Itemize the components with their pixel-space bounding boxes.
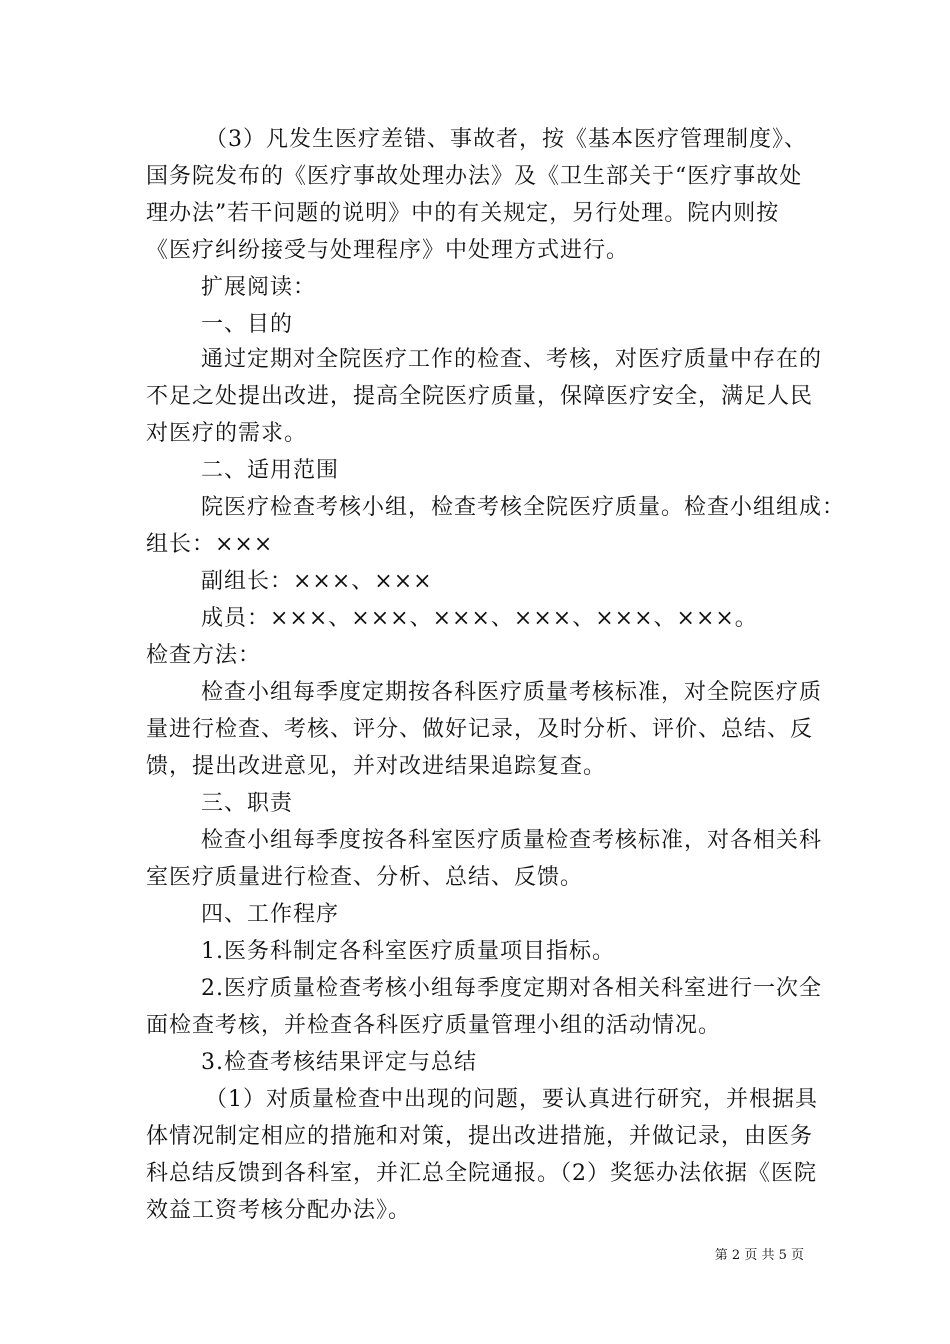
paragraph-line: 成员：×××、×××、×××、×××、×××、×××。 (201, 606, 758, 631)
paragraph-line: 效益工资考核分配办法》。 (146, 1198, 412, 1223)
list-item: 3.检查考核结果评定与总结 (201, 1050, 477, 1075)
section-heading: 三、职责 (201, 791, 294, 816)
paragraph-line: （3）凡发生医疗差错、事故者，按《基本医疗管理制度》、 (205, 127, 807, 152)
paragraph-line: 组长：××× (146, 532, 274, 557)
list-item: 面检查考核，并检查各科医疗质量管理小组的活动情况。 (146, 1013, 722, 1038)
list-item: 1.医务科制定各科室医疗质量项目指标。 (201, 939, 615, 964)
paragraph-line: 体情况制定相应的措施和对策，提出改进措施，并做记录，由医务 (146, 1124, 814, 1149)
section-heading: 四、工作程序 (201, 902, 340, 927)
paragraph-line: 国务院发布的《医疗事故处理办法》及《卫生部关于“医疗事故处 (146, 164, 803, 189)
paragraph-line: 不足之处提出改进，提高全院医疗质量，保障医疗安全，满足人民 (146, 384, 814, 409)
page-number: 第 2 页 共 5 页 (714, 1248, 804, 1263)
paragraph-line: 理办法”若干问题的说明》中的有关规定，另行处理。院内则按 (146, 201, 780, 226)
paragraph-line: 检查方法： (146, 643, 262, 668)
paragraph-line: 量进行检查、考核、评分、做好记录，及时分析、评价、总结、反 (146, 717, 814, 742)
paragraph-line: 馈，提出改进意见，并对改进结果追踪复查。 (146, 754, 607, 779)
section-heading: 一、目的 (201, 312, 294, 337)
paragraph-line: 院医疗检查考核小组，检查考核全院医疗质量。检查小组组成： (201, 495, 846, 520)
paragraph-line: 室医疗质量进行检查、分析、总结、反馈。 (146, 865, 584, 890)
paragraph-line: 副组长：×××、××× (201, 569, 433, 594)
paragraph-line: （1）对质量检查中出现的问题，要认真进行研究，并根据具 (205, 1087, 818, 1112)
paragraph-line: 通过定期对全院医疗工作的检查、考核，对医疗质量中存在的 (201, 347, 823, 372)
list-item: 2.医疗质量检查考核小组每季度定期对各相关科室进行一次全 (201, 976, 822, 1001)
paragraph-line: 科总结反馈到各科室，并汇总全院通报。（2）奖惩办法依据《医院 (146, 1161, 817, 1186)
paragraph-line: 检查小组每季度定期按各科医疗质量考核标准，对全院医疗质 (201, 680, 823, 705)
section-heading: 二、适用范围 (201, 458, 340, 483)
section-label: 扩展阅读： (201, 275, 317, 300)
paragraph-line: 对医疗的需求。 (146, 421, 308, 446)
paragraph-line: 《医疗纠纷接受与处理程序》中处理方式进行。 (146, 238, 630, 263)
paragraph-line: 检查小组每季度按各科室医疗质量检查考核标准，对各相关科 (201, 828, 823, 853)
